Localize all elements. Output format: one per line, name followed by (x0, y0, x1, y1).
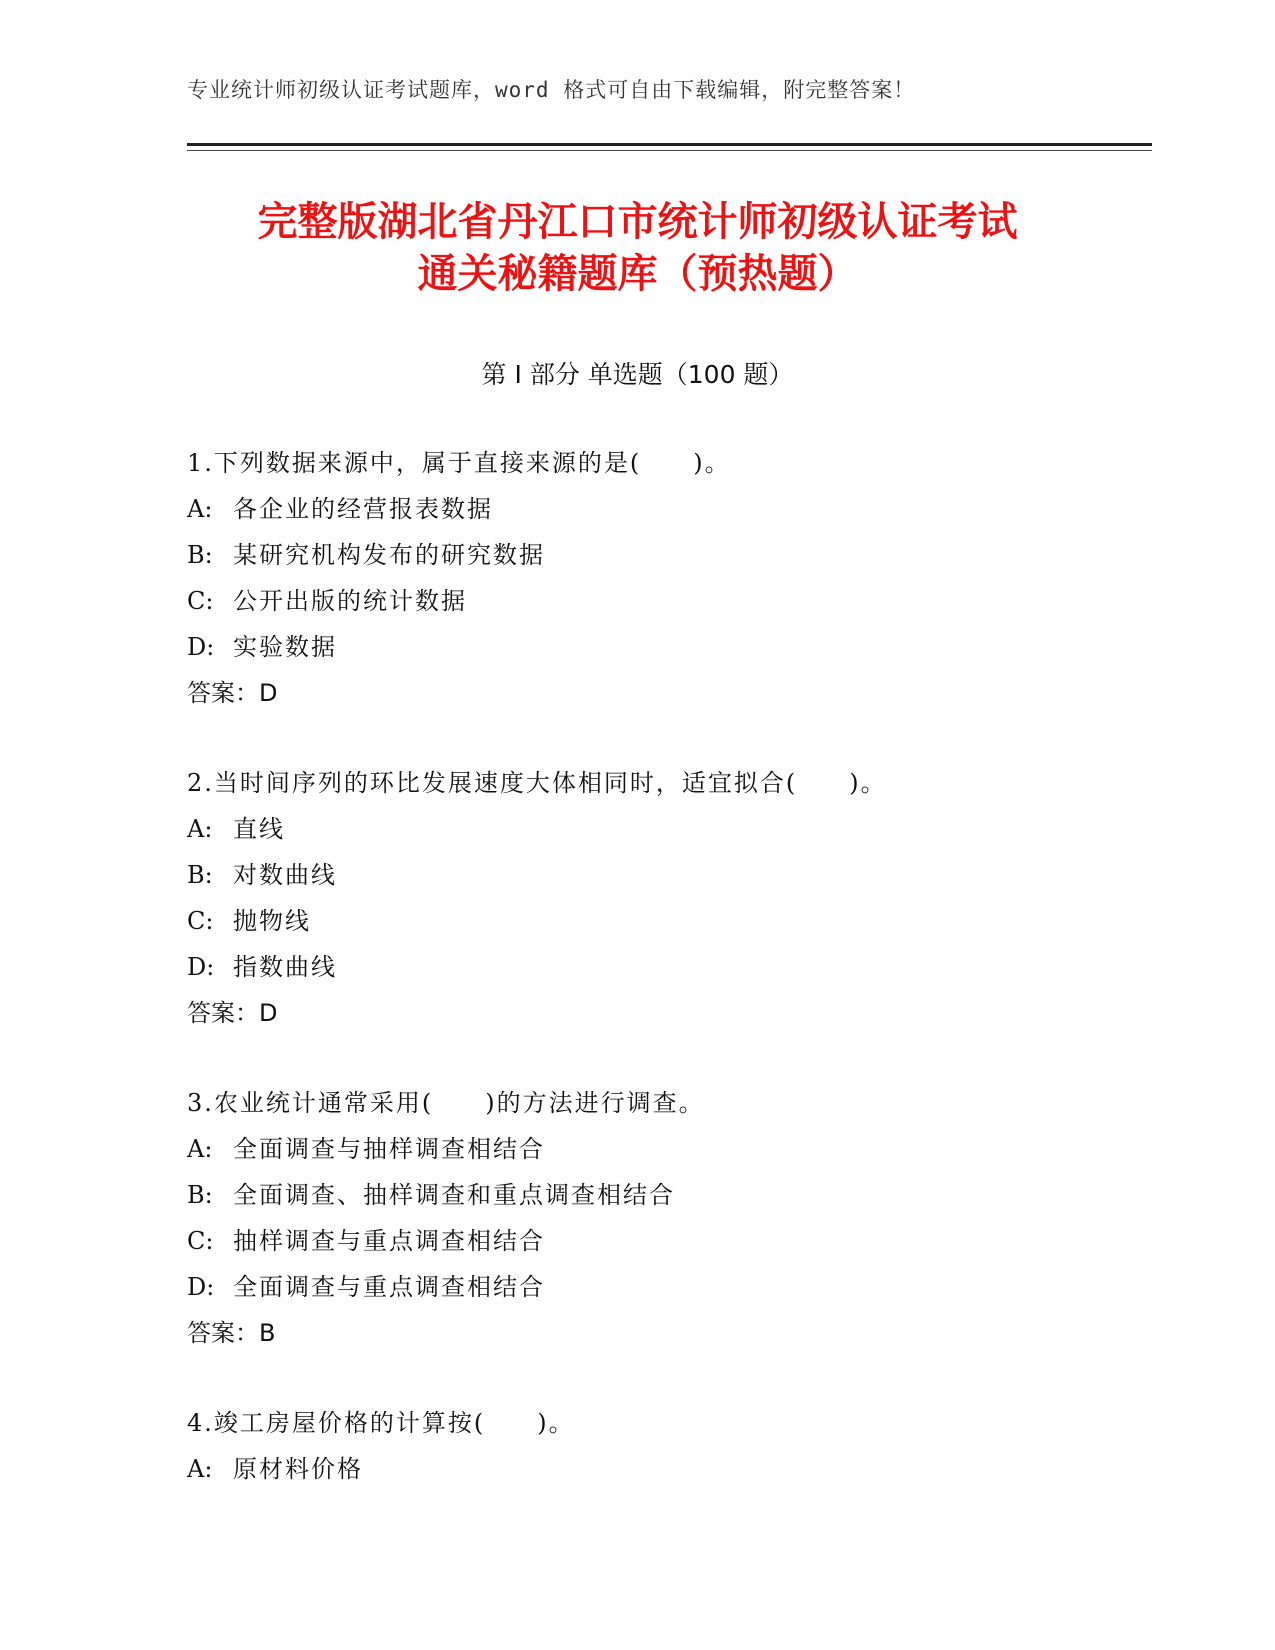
option-a (187, 806, 1147, 852)
option-letter: D: (187, 1273, 215, 1301)
option-text: 某研究机构发布的研究数据 (233, 541, 545, 569)
option-letter: B: (187, 541, 213, 569)
option-text: 直线 (233, 815, 285, 843)
header-rule-thick (187, 143, 1152, 146)
option-text: 全面调查与重点调查相结合 (233, 1273, 545, 1301)
document-title (150, 196, 1125, 300)
question-stem: 3.农业统计通常采用( )的方法进行调查。 (187, 1089, 705, 1117)
title-line-1: 完整版湖北省丹江口市统计师初级认证考试 (257, 199, 1018, 245)
answer-line: 答案：B (187, 1319, 276, 1347)
option-letter: A: (187, 815, 213, 843)
question-stem: 2.当时间序列的环比发展速度大体相同时，适宜拟合( )。 (187, 769, 887, 797)
option-letter: B: (187, 861, 213, 889)
option-letter: A: (187, 495, 213, 523)
header-rule-thin (187, 150, 1152, 151)
option-text: 对数曲线 (233, 861, 337, 889)
option-letter: C: (187, 1227, 214, 1255)
answer-line: 答案：D (187, 999, 278, 1027)
option-letter: D: (187, 633, 215, 661)
question-3 (187, 1080, 1147, 1356)
option-letter: C: (187, 587, 214, 615)
question-1 (187, 440, 1147, 716)
question-4 (187, 1400, 1147, 1492)
option-b (187, 1172, 1147, 1218)
option-c (187, 898, 1147, 944)
section-heading: 第 I 部分 单选题（100 题） (481, 360, 794, 389)
option-d (187, 944, 1147, 990)
title-line-2: 通关秘籍题库（预热题） (417, 251, 858, 297)
option-text: 指数曲线 (233, 953, 337, 981)
option-c (187, 578, 1147, 624)
option-text: 实验数据 (233, 633, 337, 661)
option-letter: D: (187, 953, 215, 981)
option-b (187, 852, 1147, 898)
question-stem: 1.下列数据来源中，属于直接来源的是( )。 (187, 449, 731, 477)
header-note: 专业统计师初级认证考试题库，word 格式可自由下载编辑，附完整答案！ (187, 78, 916, 102)
option-text: 各企业的经营报表数据 (233, 495, 493, 523)
answer-line: 答案：D (187, 679, 278, 707)
option-letter: C: (187, 907, 214, 935)
option-a (187, 486, 1147, 532)
option-text: 原材料价格 (233, 1455, 363, 1483)
option-d (187, 624, 1147, 670)
option-b (187, 532, 1147, 578)
option-letter: B: (187, 1181, 213, 1209)
question-2 (187, 760, 1147, 1036)
option-a (187, 1446, 1147, 1492)
option-letter: A: (187, 1455, 213, 1483)
option-text: 抽样调查与重点调查相结合 (233, 1227, 545, 1255)
question-stem: 4.竣工房屋价格的计算按( )。 (187, 1409, 575, 1437)
option-text: 公开出版的统计数据 (233, 587, 467, 615)
option-letter: A: (187, 1135, 213, 1163)
option-text: 全面调查与抽样调查相结合 (233, 1135, 545, 1163)
option-text: 抛物线 (233, 907, 311, 935)
question-list (187, 440, 1147, 1536)
option-a (187, 1126, 1147, 1172)
option-text: 全面调查、抽样调查和重点调查相结合 (233, 1181, 675, 1209)
option-d (187, 1264, 1147, 1310)
option-c (187, 1218, 1147, 1264)
